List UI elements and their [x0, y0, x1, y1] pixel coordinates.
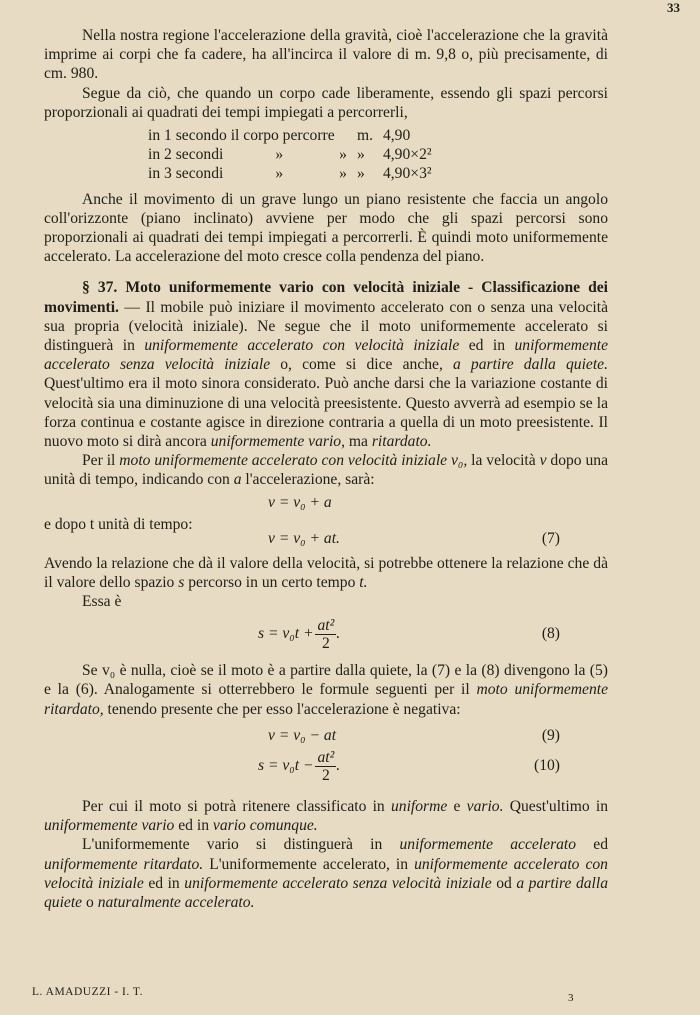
text-run: ed in: [143, 874, 185, 892]
italic-run: moto uniformemente accelerato con velocità iniziale v₀,: [119, 452, 468, 470]
italic-run: v: [539, 452, 547, 470]
paragraph-space-relation: [44, 554, 608, 592]
equation-7: [44, 515, 608, 547]
italic-run: ritardato.: [371, 433, 432, 451]
equation-text: [258, 749, 340, 784]
equation-text: [258, 617, 340, 652]
text-run: Per il: [82, 452, 120, 470]
text-run: dopo una unità di tempo, indicando con: [44, 452, 609, 489]
paragraph-retarded: [44, 661, 608, 719]
row-label: in 3 secondi: [148, 165, 224, 183]
text-run: ed in: [174, 817, 213, 835]
table-cell: m.: [356, 127, 373, 145]
text-run: Se v₀ è nulla, cioè se il moto è a partire dalla quiete, la (7) e la (8) divengono la (5) e la (6). Analogamente si otterrebbero le formule seguenti per il: [44, 662, 608, 699]
section-title: Moto uniformemente vario con velocità iniziale - Classificazione dei movimenti.: [44, 279, 608, 316]
text-run: tenendo presente che per esso l'accelerazione è negativa:: [103, 700, 461, 718]
paragraph-initial-velocity: [44, 451, 608, 489]
paragraph-essa: Essa è: [82, 593, 122, 611]
table-cell: in 1 secondo il corpo percorre: [148, 127, 335, 145]
fraction: [315, 749, 336, 784]
ditto-mark: »: [356, 165, 365, 183]
equation-text: v = v₀ + a: [268, 493, 332, 511]
italic-run: uniformemente accelerato senza velocità iniziale: [184, 874, 492, 892]
page-content: [44, 26, 608, 912]
italic-run: s: [178, 573, 185, 591]
equation-10: [44, 749, 608, 787]
text-run: ed: [576, 836, 608, 854]
paragraph-classification: [44, 797, 608, 835]
equation-tail: .: [336, 625, 341, 643]
italic-run: moto uniformemente ritardato,: [44, 681, 608, 718]
ditto-mark: »: [275, 146, 284, 164]
equation-left: s = v₀t −: [258, 756, 314, 774]
equation-intro: e dopo t unità di tempo:: [44, 515, 193, 533]
equation-tail: .: [336, 756, 341, 774]
table-row: [148, 126, 442, 145]
italic-run: a: [233, 471, 242, 489]
text-run: L'uniformemente accelerato, in: [203, 855, 415, 873]
equation-8: [44, 611, 608, 655]
equation-number: (7): [541, 529, 560, 547]
italic-run: a partire dalla quiete.: [453, 356, 608, 374]
em-dash: —: [124, 298, 140, 316]
paragraph-subclassification: [44, 835, 608, 912]
page-number: 33: [667, 0, 680, 15]
row-label: in 2 secondi: [148, 146, 224, 164]
equation-9: [44, 727, 608, 749]
ditto-mark: »: [339, 165, 347, 183]
text-run: percorso in un certo tempo: [184, 573, 360, 591]
fall-distance-table: [148, 126, 442, 184]
equation-number: (9): [541, 726, 560, 744]
italic-run: uniformemente accelerato con velocità iniziale: [144, 337, 460, 355]
table-cell: [148, 164, 357, 183]
text-run: ma: [345, 433, 372, 451]
text-run: la velocità: [467, 452, 540, 470]
fraction-numerator: at²: [317, 617, 335, 635]
text-run: Quest'ultimo in: [503, 797, 609, 815]
italic-run: uniformemente accelerato senza velocità iniziale: [44, 337, 609, 374]
text-run: od: [491, 874, 517, 892]
text-run: e: [447, 797, 467, 815]
section-37: [44, 278, 608, 451]
equation-text: v = v₀ − at: [268, 726, 337, 744]
table-row: [148, 145, 442, 164]
equation-left: s = v₀t +: [258, 625, 314, 643]
fraction: [315, 617, 336, 652]
text-run: o: [82, 893, 98, 911]
table-cell: 4,90: [382, 127, 411, 145]
ditto-mark: »: [356, 146, 365, 164]
italic-run: uniformemente vario,: [210, 433, 345, 451]
text-run: Quest'ultimo era il moto sinora considerato. Può anche darsi che la variazione costante di velocità sia una diminuzione di una velocità preesistente. Questo avverrà ad esempio se la forza continua e costante agisce in direzione contraria a quella di un moto preesistente. Il nuovo moto si dirà ancora: [44, 375, 608, 451]
table-row: [148, 164, 442, 183]
paragraph-inclined-plane: Anche il movimento di un grave lungo un piano resistente che faccia un angolo coll'orizzonte (piano inclinato) avviene per modo che gli spazi percorsi sono proporzionali ai quadrati dei tempi impiegati a percorrerli. È quindi moto uniformemente accelerato. La accelerazione del moto cresce colla pendenza del piano.: [44, 190, 608, 266]
ditto-mark: »: [339, 146, 347, 164]
text-run: o, come si dice anche,: [270, 356, 453, 374]
fraction-denominator: 2: [321, 766, 330, 784]
section-number: § 37.: [82, 279, 118, 297]
italic-run: a partire dalla quiete: [44, 874, 609, 911]
fraction-denominator: 2: [321, 635, 330, 653]
text-run: Avendo la relazione che dà il valore della velocità, si potrebbe ottenere la relazione che dà il valore dello spazio: [44, 554, 608, 591]
text-run: ed in: [459, 337, 515, 355]
paragraph-free-fall: Segue da ciò, che quando un corpo cade liberamente, essendo gli spazi percorsi proporzionali ai quadrati dei tempi impiegati a percorrerli,: [44, 84, 608, 121]
table-cell: 4,90×2²: [382, 146, 432, 164]
italic-run: t.: [359, 573, 368, 591]
italic-run: uniformemente vario: [44, 817, 175, 835]
ditto-mark: »: [275, 165, 284, 183]
fraction-numerator: at²: [317, 748, 335, 766]
italic-run: uniformemente accelerato con velocità iniziale: [44, 855, 608, 892]
signature-number: 3: [568, 992, 574, 1004]
equation-number: (10): [534, 756, 560, 774]
italic-run: vario.: [466, 797, 504, 815]
text-run: Il mobile può iniziare il movimento accelerato con o senza una velocità sua propria (velocità iniziale). Ne segue che il moto uniformemente accelerato si distinguerà in: [44, 298, 608, 355]
equation-number: (8): [541, 625, 560, 643]
equation-velocity-unit: [44, 494, 608, 516]
italic-run: uniforme: [390, 797, 448, 815]
table-cell: 4,90×3²: [382, 165, 432, 183]
footer-author: L. AMADUZZI - I. T.: [32, 986, 143, 998]
italic-run: uniformemente ritardato.: [44, 855, 204, 873]
paragraph-gravity: Nella nostra regione l'accelerazione della gravità, cioè l'accelerazione che la gravità imprime ai corpi che fa cadere, ha all'incirca il valore di m. 9,8 o, più precisamente, di cm. 980.: [44, 27, 608, 83]
text-run: Per cui il moto si potrà ritenere classificato in: [82, 797, 391, 815]
equation-text: v = v₀ + at.: [268, 529, 340, 547]
italic-run: uniformemente accelerato: [399, 836, 577, 854]
italic-run: vario comunque.: [212, 817, 318, 835]
table-cell: [148, 145, 357, 164]
text-run: L'uniformemente vario si distinguerà in: [82, 836, 400, 854]
italic-run: naturalmente accelerato.: [97, 893, 255, 911]
text-run: l'accelerazione, sarà:: [241, 471, 375, 489]
